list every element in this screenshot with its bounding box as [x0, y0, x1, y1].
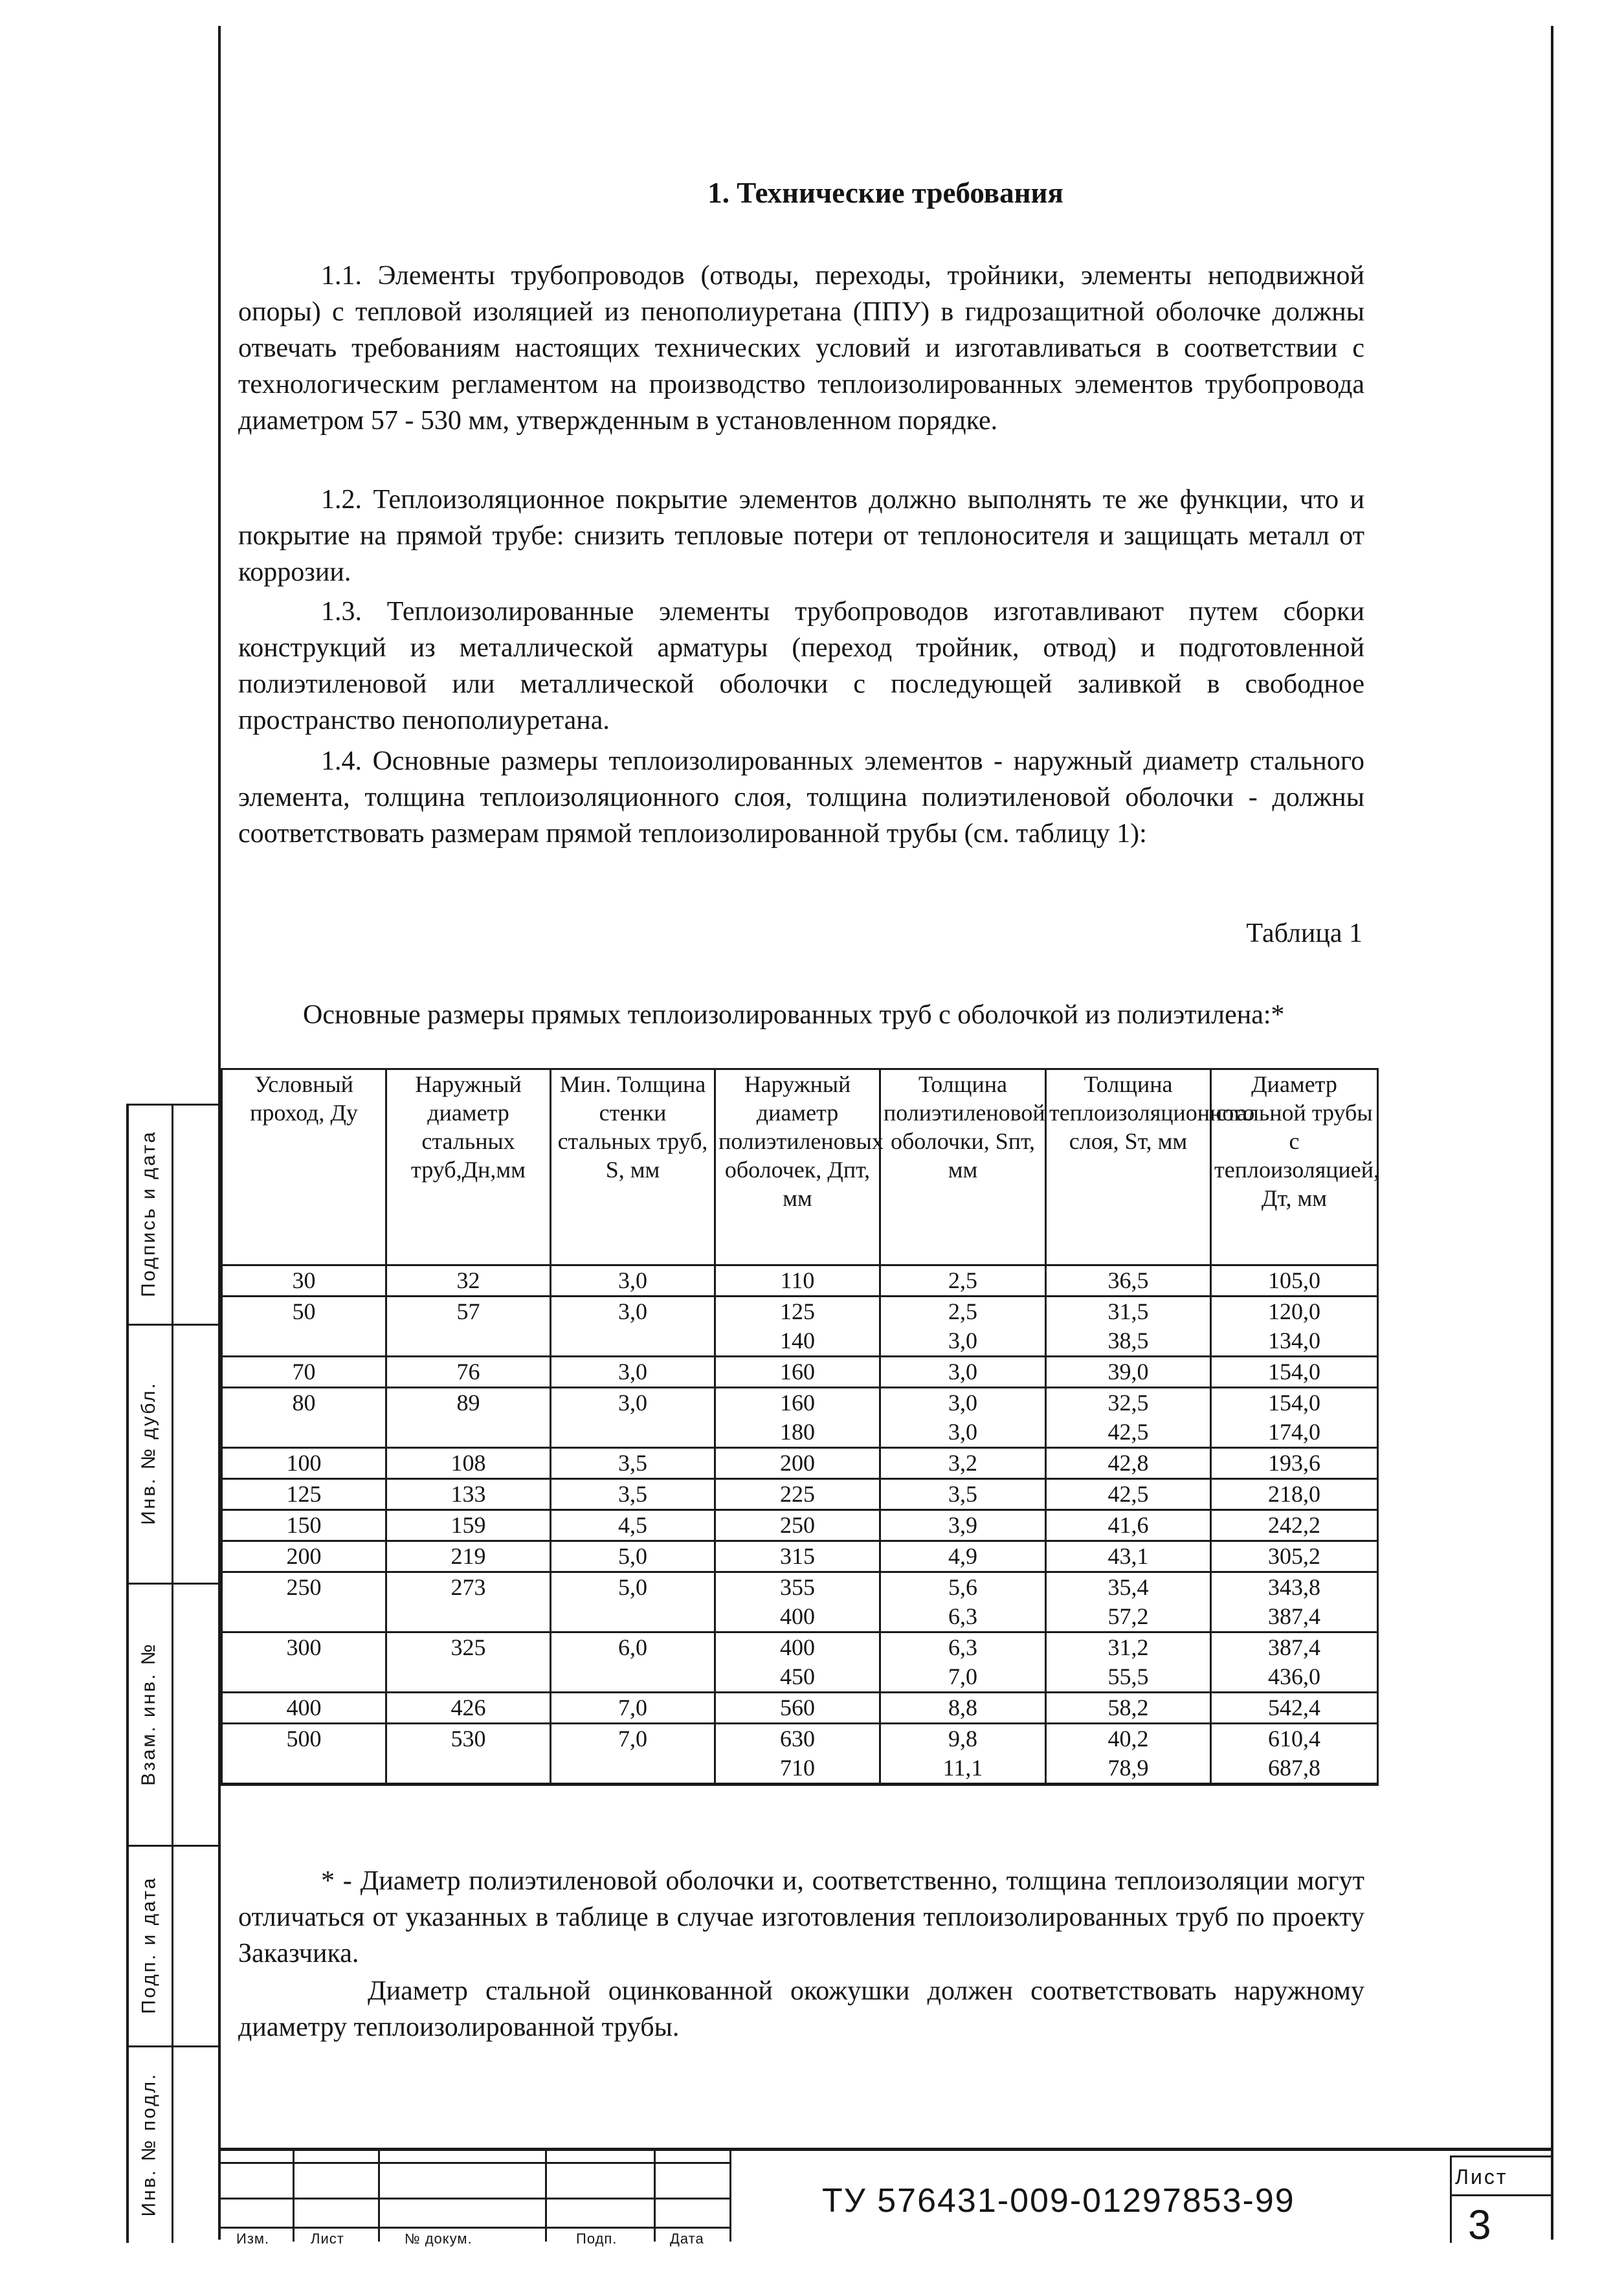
table-row — [222, 1265, 1378, 1297]
header-steel-outer-diameter: Наружный диаметр стальных труб,Дн,мм — [386, 1069, 551, 1265]
cell: 8,8 — [880, 1693, 1046, 1724]
side-stamp-label-podp-date: Подп. и дата — [138, 1876, 159, 2014]
sheet-box-top — [1450, 2155, 1553, 2157]
cell: 76 — [386, 1357, 551, 1388]
table-row — [222, 1297, 1378, 1327]
cell: 39,0 — [1046, 1357, 1211, 1388]
cell: 3,9 — [880, 1510, 1046, 1541]
side-stamp-divider — [172, 1104, 173, 2243]
cell: 530 — [386, 1724, 551, 1754]
cell: 41,6 — [1046, 1510, 1211, 1541]
cell: 5,0 — [551, 1572, 715, 1603]
table-row — [222, 1479, 1378, 1510]
table-description: Основные размеры прямых теплоизолированных труб с оболочкой из полиэтилена:* — [303, 1000, 1285, 1030]
cell: 30 — [222, 1265, 386, 1297]
sheet-box-left — [1450, 2155, 1452, 2243]
title-block-row-line-3 — [218, 2227, 729, 2229]
cell: 3,0 — [551, 1357, 715, 1388]
cell: 140 — [715, 1326, 880, 1357]
cell: 180 — [715, 1418, 880, 1448]
header-min-wall-thickness: Мин. Толщина стенки стальных труб, S, мм — [551, 1069, 715, 1265]
table-header-row — [222, 1069, 1378, 1265]
cell: 125 — [715, 1297, 880, 1327]
cell: 300 — [222, 1632, 386, 1663]
cell: 3,0 — [880, 1357, 1046, 1388]
cell: 273 — [386, 1572, 551, 1603]
cell: 38,5 — [1046, 1326, 1211, 1357]
cell: 160 — [715, 1388, 880, 1418]
title-block-col-doc: № докум. — [405, 2231, 473, 2247]
table-row — [222, 1693, 1378, 1724]
cell — [551, 1418, 715, 1448]
cell: 32,5 — [1046, 1388, 1211, 1418]
table-row — [222, 1724, 1378, 1754]
cell: 154,0 — [1211, 1357, 1378, 1388]
cell: 50 — [222, 1297, 386, 1327]
table-row — [222, 1602, 1378, 1632]
cell: 225 — [715, 1479, 880, 1510]
cell — [386, 1662, 551, 1693]
cell: 100 — [222, 1448, 386, 1479]
cell: 3,5 — [551, 1479, 715, 1510]
cell: 105,0 — [1211, 1265, 1378, 1297]
cell: 219 — [386, 1541, 551, 1572]
cell: 242,2 — [1211, 1510, 1378, 1541]
cell: 5,0 — [551, 1541, 715, 1572]
cell: 3,5 — [880, 1479, 1046, 1510]
cell: 89 — [386, 1388, 551, 1418]
cell: 6,0 — [551, 1632, 715, 1663]
cell — [222, 1754, 386, 1785]
cell — [222, 1418, 386, 1448]
cell: 134,0 — [1211, 1326, 1378, 1357]
cell: 174,0 — [1211, 1418, 1378, 1448]
cell — [551, 1662, 715, 1693]
document-number: ТУ 576431-009-01297853-99 — [822, 2182, 1295, 2220]
cell: 125 — [222, 1479, 386, 1510]
title-block-col-line-5 — [729, 2151, 731, 2242]
table-row — [222, 1541, 1378, 1572]
cell: 40,2 — [1046, 1724, 1211, 1754]
cell: 159 — [386, 1510, 551, 1541]
footnote-pe-diameter: * - Диаметр полиэтиленовой оболочки и, соответственно, толщина теплоизоляции могут отличаться от указанных в таблице в случае изготовления теплоизолированных труб по проекту Заказчика. — [238, 1866, 1364, 1968]
cell: 387,4 — [1211, 1632, 1378, 1663]
frame-bottom-border — [218, 2148, 1553, 2151]
cell: 500 — [222, 1724, 386, 1754]
paragraph-1-1: 1.1. Элементы трубопроводов (отводы, переходы, тройники, элементы неподвижной опоры) с тепловой изоляцией из пенополиуретана (ППУ) в гидрозащитной оболочке должны отвечать требованиям настоящих технических условий и изготавливаться в соответствии с технологическим регламентом на производство теплоизолированных элементов трубопровода диаметром 57 - 530 мм, утвержденным в установленном порядке. — [238, 261, 1364, 436]
table-row — [222, 1448, 1378, 1479]
sheet-number: 3 — [1468, 2201, 1491, 2248]
cell — [386, 1602, 551, 1632]
title-block-row-line-2 — [218, 2198, 729, 2199]
cell: 3,0 — [551, 1297, 715, 1327]
cell: 710 — [715, 1754, 880, 1785]
cell: 154,0 — [1211, 1388, 1378, 1418]
table-row — [222, 1510, 1378, 1541]
cell: 387,4 — [1211, 1602, 1378, 1632]
frame-right-border — [1551, 26, 1553, 2240]
cell: 3,0 — [551, 1388, 715, 1418]
cell: 160 — [715, 1357, 880, 1388]
table-row — [222, 1357, 1378, 1388]
header-pe-thickness: Толщина полиэтиленовой оболочки, Sпт, мм — [880, 1069, 1046, 1265]
cell — [222, 1326, 386, 1357]
cell: 120,0 — [1211, 1297, 1378, 1327]
cell: 325 — [386, 1632, 551, 1663]
cell: 42,8 — [1046, 1448, 1211, 1479]
header-insulation-thickness: Толщина теплоизоляционного слоя, Sт, мм — [1046, 1069, 1211, 1265]
header-insulated-diameter: Диаметр стальной трубы с теплоизоляцией, Дт, мм — [1211, 1069, 1378, 1265]
cell: 400 — [715, 1632, 880, 1663]
cell: 110 — [715, 1265, 880, 1297]
cell: 305,2 — [1211, 1541, 1378, 1572]
cell: 200 — [222, 1541, 386, 1572]
cell: 450 — [715, 1662, 880, 1693]
header-pe-outer-diameter: Наружный диаметр полиэтиленовых оболочек, Дпт, мм — [715, 1069, 880, 1265]
paragraph-1-2: 1.2. Теплоизоляционное покрытие элементов должно выполнять те же функции, что и покрытие на прямой трубе: снизить тепловые потери от теплоносителя и защищать металл от коррозии. — [238, 485, 1364, 587]
cell: 3,0 — [551, 1265, 715, 1297]
cell: 400 — [715, 1602, 880, 1632]
cell: 7,0 — [551, 1724, 715, 1754]
section-title: 1. Технические требования — [707, 177, 1063, 209]
table-row — [222, 1572, 1378, 1603]
cell — [386, 1418, 551, 1448]
cell: 7,0 — [551, 1693, 715, 1724]
paragraph-1-4: 1.4. Основные размеры теплоизолированных элементов - наружный диаметр стального элемента, толщина теплоизоляционного слоя, толщина полиэтиленовой оболочки - должны соответствовать размерам прямой теплоизолированной трубы (см. таблицу 1): — [238, 746, 1364, 849]
cell: 610,4 — [1211, 1724, 1378, 1754]
table-row — [222, 1662, 1378, 1693]
cell: 426 — [386, 1693, 551, 1724]
cell: 560 — [715, 1693, 880, 1724]
cell: 55,5 — [1046, 1662, 1211, 1693]
cell — [551, 1326, 715, 1357]
cell — [222, 1662, 386, 1693]
cell: 42,5 — [1046, 1418, 1211, 1448]
cell: 200 — [715, 1448, 880, 1479]
cell: 5,6 — [880, 1572, 1046, 1603]
sheet-label: Лист — [1455, 2165, 1508, 2188]
cell: 70 — [222, 1357, 386, 1388]
cell: 150 — [222, 1510, 386, 1541]
cell: 343,8 — [1211, 1572, 1378, 1603]
dimensions-table — [221, 1068, 1379, 1786]
cell — [386, 1754, 551, 1785]
footnote-galvanized-casing: Диаметр стальной оцинкованной окожушки должен соответствовать наружному диаметру теплоизолированной трубы. — [238, 1976, 1364, 2042]
cell — [386, 1326, 551, 1357]
cell: 2,5 — [880, 1265, 1046, 1297]
cell: 687,8 — [1211, 1754, 1378, 1785]
side-stamp-label-inv-dubl: Инв. № дубл. — [138, 1381, 159, 1525]
table-caption: Таблица 1 — [1246, 919, 1363, 948]
title-block-col-list: Лист — [311, 2231, 344, 2247]
title-block-col-line-2 — [378, 2151, 380, 2242]
cell: 3,0 — [880, 1418, 1046, 1448]
cell: 3,0 — [880, 1388, 1046, 1418]
cell: 133 — [386, 1479, 551, 1510]
side-stamp-label-signature-date: Подпись и дата — [138, 1130, 159, 1297]
paragraph-1-3: 1.3. Теплоизолированные элементы трубопроводов изготавливают путем сборки конструкций из металлической арматуры (переход тройник, отвод) и подготовленной полиэтиленовой или металлической оболочки с последующей заливкой в свободное пространство пенополиуретана. — [238, 597, 1364, 735]
title-block-col-line-1 — [293, 2151, 295, 2242]
cell: 11,1 — [880, 1754, 1046, 1785]
cell: 42,5 — [1046, 1479, 1211, 1510]
table-row — [222, 1754, 1378, 1785]
cell: 31,2 — [1046, 1632, 1211, 1663]
cell: 36,5 — [1046, 1265, 1211, 1297]
cell: 3,2 — [880, 1448, 1046, 1479]
cell: 31,5 — [1046, 1297, 1211, 1327]
cell: 6,3 — [880, 1602, 1046, 1632]
cell — [551, 1602, 715, 1632]
title-block-col-izm: Изм. — [236, 2231, 270, 2247]
cell: 7,0 — [880, 1662, 1046, 1693]
cell: 3,0 — [880, 1326, 1046, 1357]
cell: 630 — [715, 1724, 880, 1754]
cell: 3,5 — [551, 1448, 715, 1479]
cell: 2,5 — [880, 1297, 1046, 1327]
header-nominal-bore: Условный проход, Ду — [222, 1069, 386, 1265]
side-stamp-label-inv-podl: Инв. № подл. — [138, 2072, 159, 2216]
cell: 355 — [715, 1572, 880, 1603]
table-row — [222, 1418, 1378, 1448]
side-stamp-label-vzam-inv: Взам. инв. № — [138, 1642, 160, 1786]
title-block-col-line-4 — [654, 2151, 656, 2242]
cell: 250 — [222, 1572, 386, 1603]
sheet-box-mid — [1450, 2194, 1553, 2196]
cell — [222, 1602, 386, 1632]
title-block-row-line-1 — [218, 2162, 729, 2164]
cell — [551, 1754, 715, 1785]
table-row — [222, 1326, 1378, 1357]
cell: 4,5 — [551, 1510, 715, 1541]
cell: 218,0 — [1211, 1479, 1378, 1510]
cell: 542,4 — [1211, 1693, 1378, 1724]
cell: 9,8 — [880, 1724, 1046, 1754]
cell: 315 — [715, 1541, 880, 1572]
cell: 193,6 — [1211, 1448, 1378, 1479]
cell: 32 — [386, 1265, 551, 1297]
cell: 58,2 — [1046, 1693, 1211, 1724]
side-stamp — [126, 1104, 220, 2243]
cell: 78,9 — [1046, 1754, 1211, 1785]
cell: 80 — [222, 1388, 386, 1418]
cell: 35,4 — [1046, 1572, 1211, 1603]
table-row — [222, 1632, 1378, 1663]
cell: 57 — [386, 1297, 551, 1327]
cell: 57,2 — [1046, 1602, 1211, 1632]
cell: 250 — [715, 1510, 880, 1541]
cell: 6,3 — [880, 1632, 1046, 1663]
table-row — [222, 1388, 1378, 1418]
cell: 43,1 — [1046, 1541, 1211, 1572]
cell: 436,0 — [1211, 1662, 1378, 1693]
title-block-col-line-3 — [545, 2151, 547, 2242]
cell: 108 — [386, 1448, 551, 1479]
title-block-col-date: Дата — [670, 2231, 704, 2247]
cell: 400 — [222, 1693, 386, 1724]
title-block-col-sign: Подп. — [576, 2231, 617, 2247]
cell: 4,9 — [880, 1541, 1046, 1572]
